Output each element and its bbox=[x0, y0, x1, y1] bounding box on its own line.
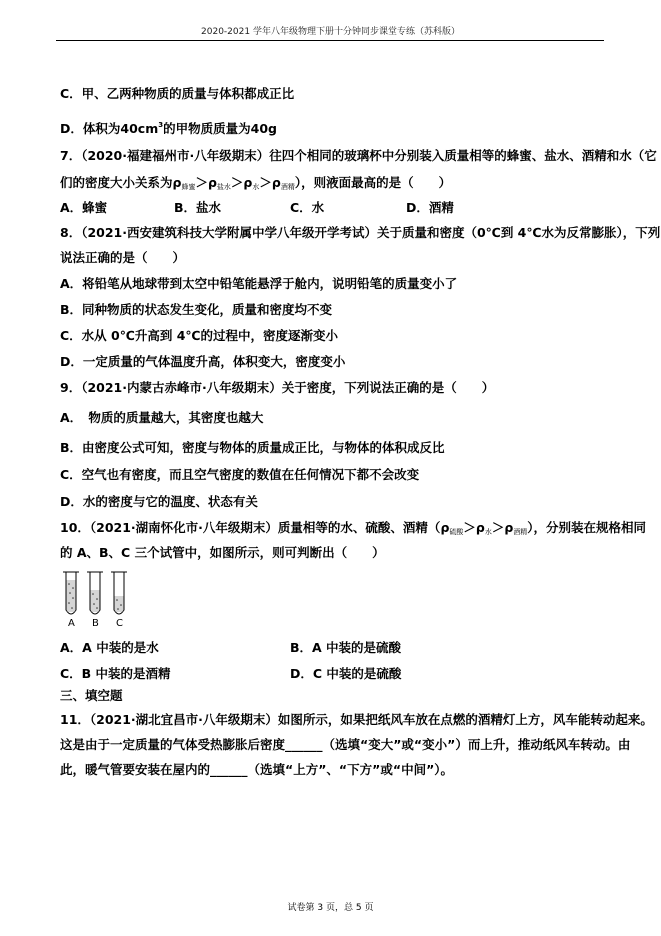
q9-option-d: D．水的密度与它的温度、状态有关 bbox=[60, 494, 258, 509]
q9-option-c: C．空气也有密度，而且空气密度的数值在任何情况下都不会改变 bbox=[60, 467, 420, 482]
q10-option-b: B．A 中装的是硫酸 bbox=[290, 640, 402, 655]
q10-option-a: A．A 中装的是水 bbox=[60, 640, 159, 655]
question-8-line2: 说法正确的是（ ） bbox=[60, 250, 186, 265]
question-9: 9．（2021·内蒙古赤峰市·八年级期末）关于密度，下列说法正确的是（ ） bbox=[60, 380, 495, 395]
tube-label-a: A bbox=[68, 618, 75, 629]
q8-option-b: B．同种物质的状态发生变化，质量和密度均不变 bbox=[60, 302, 333, 317]
question-7-line1: 7．（2020·福建福州市·八年级期末）往四个相同的玻璃杯中分别装入质量相等的蜂蜜、盐水、酒精和水（它 bbox=[60, 148, 657, 163]
test-tubes-figure bbox=[60, 570, 140, 620]
q7-option-a: A．蜂蜜 bbox=[60, 200, 108, 215]
page-footer: 试卷第 3 页，总 5 页 bbox=[287, 903, 374, 913]
q8-option-a: A．将铅笔从地球带到太空中铅笔能悬浮于舱内，说明铅笔的质量变小了 bbox=[60, 276, 458, 291]
question-8-line1: 8．（2021·西安建筑科技大学附属中学八年级开学考试）关于质量和密度（0℃到 4℃水为反常膨胀），下列 bbox=[60, 225, 661, 240]
question-10-line2: 的 A、B、C 三个试管中，如图所示，则可判断出（ ） bbox=[60, 545, 385, 560]
tube-label-b: B bbox=[92, 618, 99, 629]
q10-option-d: D．C 中装的是硫酸 bbox=[290, 666, 402, 681]
q9-option-b: B．由密度公式可知，密度与物体的质量成正比，与物体的体积成反比 bbox=[60, 440, 445, 455]
q7-option-c: C．水 bbox=[290, 200, 325, 215]
page-header: 2020-2021 学年八年级物理下册十分钟同步课堂专练（苏科版） bbox=[201, 27, 460, 37]
q10-option-c: C．B 中装的是酒精 bbox=[60, 666, 171, 681]
question-11-line1: 11．（2021·湖北宜昌市·八年级期末）如图所示，如果把纸风车放在点燃的酒精灯上方，风车能转动起来。 bbox=[60, 712, 653, 727]
header-rule bbox=[56, 40, 604, 41]
q7-option-b: B．盐水 bbox=[174, 200, 222, 215]
q8-option-d: D．一定质量的气体温度升高，体积变大，密度变小 bbox=[60, 354, 346, 369]
q8-option-c: C．水从 0℃升高到 4℃的过程中，密度逐渐变小 bbox=[60, 328, 339, 343]
option-d-prev: D．体积为$40cm^3$的甲物质质量为40g bbox=[60, 121, 277, 136]
question-7-line2: 们的密度大小关系为$\rho_{蜂蜜}>\rho_{盐水}>\rho_水>\rho_{酒精}$），则液面最高的是（ ） bbox=[60, 175, 452, 191]
q9-option-a: A． 物质的质量越大，其密度也越大 bbox=[60, 410, 264, 425]
section-fill-blank: 三、填空题 bbox=[60, 688, 123, 703]
question-11-line2: 这是由于一定质量的气体受热膨胀后密度______（选填“变大”或“变小”）而上升，推动纸风车转动。由 bbox=[60, 737, 631, 752]
option-c-prev: C．甲、乙两种物质的质量与体积都成正比 bbox=[60, 86, 295, 101]
question-10-line1: 10．（2021·湖南怀化市·八年级期末）质量相等的水、硫酸、酒精$(\rho_{硫酸}>\rho_水>\rho_{酒精})$，分别装在规格相同 bbox=[60, 520, 647, 536]
q7-option-d: D．酒精 bbox=[406, 200, 454, 215]
tube-label-c: C bbox=[116, 618, 123, 629]
question-11-line3: 此，暖气管要安装在屋内的______（选填“上方”、“下方”或“中间”）。 bbox=[60, 762, 454, 777]
